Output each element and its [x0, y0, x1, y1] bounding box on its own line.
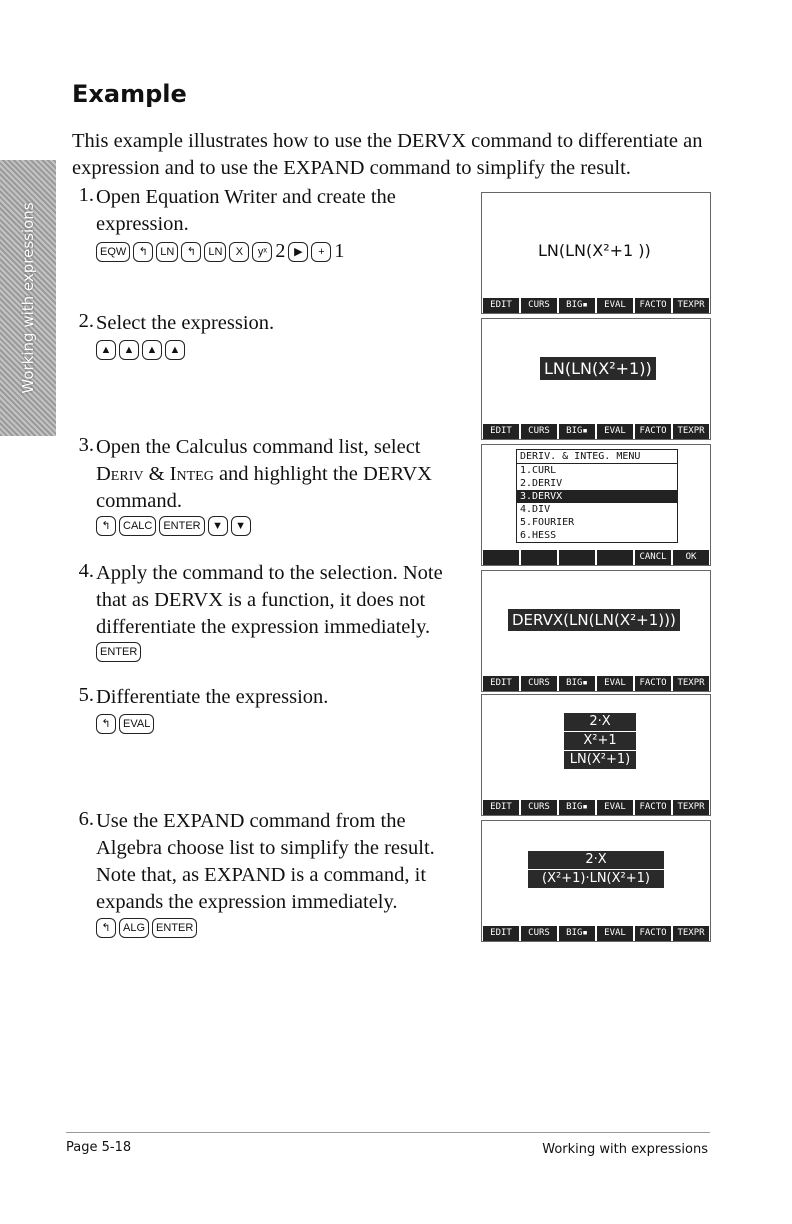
- left-shift-key[interactable]: ↰: [96, 918, 116, 938]
- step-2: [66, 310, 466, 370]
- key-sequence: [96, 240, 344, 263]
- softkey-edit[interactable]: EDIT: [483, 676, 519, 691]
- eqw-key[interactable]: EQW: [96, 242, 130, 262]
- softkey-edit[interactable]: EDIT: [483, 298, 519, 313]
- softkey-eval[interactable]: EVAL: [597, 424, 633, 439]
- step-number: 5.: [78, 684, 94, 706]
- fraction-result: [564, 713, 636, 769]
- step-3: [66, 434, 466, 544]
- up-arrow-key[interactable]: ▲: [119, 340, 139, 360]
- small-caps-word: Deriv: [96, 463, 144, 485]
- plus-key[interactable]: +: [311, 242, 331, 262]
- ln-key[interactable]: LN: [204, 242, 226, 262]
- step-text: [96, 434, 466, 515]
- menu-item[interactable]: 6.HESS: [520, 530, 557, 541]
- enter-key[interactable]: ENTER: [159, 516, 204, 536]
- key-sequence: [96, 340, 185, 360]
- key-sequence: [96, 714, 154, 734]
- step-number: 2.: [78, 310, 94, 332]
- left-shift-key[interactable]: ↰: [133, 242, 153, 262]
- left-shift-key[interactable]: ↰: [96, 714, 116, 734]
- up-arrow-key[interactable]: ▲: [142, 340, 162, 360]
- fraction-denominator-2: LN(X²+1): [564, 750, 636, 769]
- softkey-blank[interactable]: [483, 550, 519, 565]
- left-shift-key[interactable]: ↰: [96, 516, 116, 536]
- softkey-eval[interactable]: EVAL: [597, 676, 633, 691]
- softkey-bar: [482, 676, 710, 691]
- page-heading: Example: [72, 80, 187, 108]
- fraction-denominator: (X²+1)·LN(X²+1): [528, 869, 664, 888]
- step-number: 1.: [78, 184, 94, 206]
- softkey-facto[interactable]: FACTO: [635, 926, 671, 941]
- enter-key[interactable]: ENTER: [152, 918, 197, 938]
- eval-key[interactable]: EVAL: [119, 714, 154, 734]
- alg-key[interactable]: ALG: [119, 918, 149, 938]
- step-text: Use the EXPAND command from the Algebra choose list to simplify the result. Note that, as EXPAND is a command, it expands the expression immediately.: [96, 810, 435, 913]
- power-key[interactable]: yˣ: [252, 242, 272, 262]
- expression: LN(LN(X²+1 )): [538, 241, 651, 260]
- softkey-texpr[interactable]: TEXPR: [673, 800, 709, 815]
- digit-text: 1: [334, 240, 345, 262]
- softkey-texpr[interactable]: TEXPR: [673, 424, 709, 439]
- menu-item[interactable]: 2.DERIV: [520, 478, 563, 489]
- softkey-edit[interactable]: EDIT: [483, 800, 519, 815]
- softkey-curs[interactable]: CURS: [521, 926, 557, 941]
- page-number: Page 5-18: [66, 1140, 132, 1155]
- right-arrow-key[interactable]: ▶: [288, 242, 308, 262]
- softkey-texpr[interactable]: TEXPR: [673, 298, 709, 313]
- softkey-texpr[interactable]: TEXPR: [673, 926, 709, 941]
- step-number: 6.: [78, 808, 94, 830]
- calculator-screen-4: [481, 570, 711, 692]
- intro-paragraph: This example illustrates how to use the DERVX command to differentiate an expression and to use the EXPAND command to simplify the result.: [72, 130, 703, 179]
- menu-item-selected[interactable]: 3.DERVX: [517, 490, 677, 503]
- menu-item[interactable]: 4.DIV: [520, 504, 551, 515]
- fraction-numerator: 2·X: [589, 714, 611, 729]
- softkey-edit[interactable]: EDIT: [483, 926, 519, 941]
- softkey-bar: [482, 424, 710, 439]
- softkey-facto[interactable]: FACTO: [635, 800, 671, 815]
- softkey-curs[interactable]: CURS: [521, 800, 557, 815]
- softkey-curs[interactable]: CURS: [521, 298, 557, 313]
- softkey-curs[interactable]: CURS: [521, 424, 557, 439]
- down-arrow-key[interactable]: ▼: [231, 516, 251, 536]
- softkey-eval[interactable]: EVAL: [597, 926, 633, 941]
- step-6: [66, 808, 466, 938]
- softkey-eval[interactable]: EVAL: [597, 800, 633, 815]
- step-number: 3.: [78, 434, 94, 456]
- step-text: Differentiate the expression.: [96, 686, 329, 708]
- enter-key[interactable]: ENTER: [96, 642, 141, 662]
- softkey-texpr[interactable]: TEXPR: [673, 676, 709, 691]
- softkey-bar: [482, 800, 710, 815]
- softkey-big[interactable]: BIG▪: [559, 800, 595, 815]
- calculator-screen-3: [481, 444, 711, 566]
- step-text-part: &: [143, 463, 170, 485]
- fraction-numerator: 2·X: [585, 852, 607, 867]
- step-1: [66, 184, 466, 284]
- step-4: [66, 560, 466, 670]
- softkey-big[interactable]: BIG▪: [559, 676, 595, 691]
- key-sequence: [96, 516, 251, 536]
- step-5: [66, 684, 466, 744]
- digit-text: 2: [275, 240, 286, 262]
- choose-list-menu: [516, 449, 678, 543]
- step-text-part: Open the Calculus command list, select: [96, 436, 421, 458]
- step-text-part: and highlight the DERVX command.: [96, 463, 432, 512]
- selected-expression: DERVX(LN(LN(X²+1))): [508, 609, 680, 631]
- step-text: Open Equation Writer and create the expression.: [96, 186, 396, 235]
- step-text: Select the expression.: [96, 312, 275, 334]
- softkey-facto[interactable]: FACTO: [635, 424, 671, 439]
- calculator-screen-6: [481, 820, 711, 942]
- key-sequence: [96, 642, 141, 662]
- softkey-big[interactable]: BIG▪: [559, 298, 595, 313]
- calculator-screen-1: [481, 192, 711, 314]
- softkey-ok[interactable]: OK: [673, 550, 709, 565]
- step-number: 4.: [78, 560, 94, 582]
- softkey-bar: [482, 550, 710, 565]
- down-arrow-key[interactable]: ▼: [208, 516, 228, 536]
- calc-key[interactable]: CALC: [119, 516, 156, 536]
- softkey-bar: [482, 926, 710, 941]
- menu-item[interactable]: 1.CURL: [520, 465, 557, 476]
- fraction-result: [528, 851, 664, 888]
- key-sequence: [96, 918, 197, 938]
- softkey-big[interactable]: BIG▪: [559, 926, 595, 941]
- fraction-denominator: X²+1: [564, 731, 636, 750]
- x-key[interactable]: X: [229, 242, 249, 262]
- softkey-eval[interactable]: EVAL: [597, 298, 633, 313]
- softkey-curs[interactable]: CURS: [521, 676, 557, 691]
- softkey-blank[interactable]: [559, 550, 595, 565]
- up-arrow-key[interactable]: ▲: [96, 340, 116, 360]
- up-arrow-key[interactable]: ▲: [165, 340, 185, 360]
- softkey-facto[interactable]: FACTO: [635, 676, 671, 691]
- left-shift-key[interactable]: ↰: [181, 242, 201, 262]
- softkey-blank[interactable]: [597, 550, 633, 565]
- menu-item[interactable]: 5.FOURIER: [520, 517, 575, 528]
- menu-title: DERIV. & INTEG. MENU: [517, 450, 677, 464]
- softkey-blank[interactable]: [521, 550, 557, 565]
- softkey-facto[interactable]: FACTO: [635, 298, 671, 313]
- calculator-screen-2: [481, 318, 711, 440]
- step-text: Apply the command to the selection. Note that as DERVX is a function, it does not differentiate the expression immediately.: [96, 562, 443, 638]
- softkey-big[interactable]: BIG▪: [559, 424, 595, 439]
- selected-expression: LN(LN(X²+1)): [540, 357, 656, 380]
- softkey-bar: [482, 298, 710, 313]
- softkey-edit[interactable]: EDIT: [483, 424, 519, 439]
- footer-divider: [66, 1132, 710, 1133]
- calculator-screen-5: [481, 694, 711, 816]
- chapter-side-tab: [0, 160, 56, 436]
- footer-section-title: Working with expressions: [542, 1142, 708, 1157]
- side-tab-label: Working with expressions: [19, 202, 37, 394]
- small-caps-word: Integ: [169, 463, 214, 485]
- softkey-cancel[interactable]: CANCL: [635, 550, 671, 565]
- ln-key[interactable]: LN: [156, 242, 178, 262]
